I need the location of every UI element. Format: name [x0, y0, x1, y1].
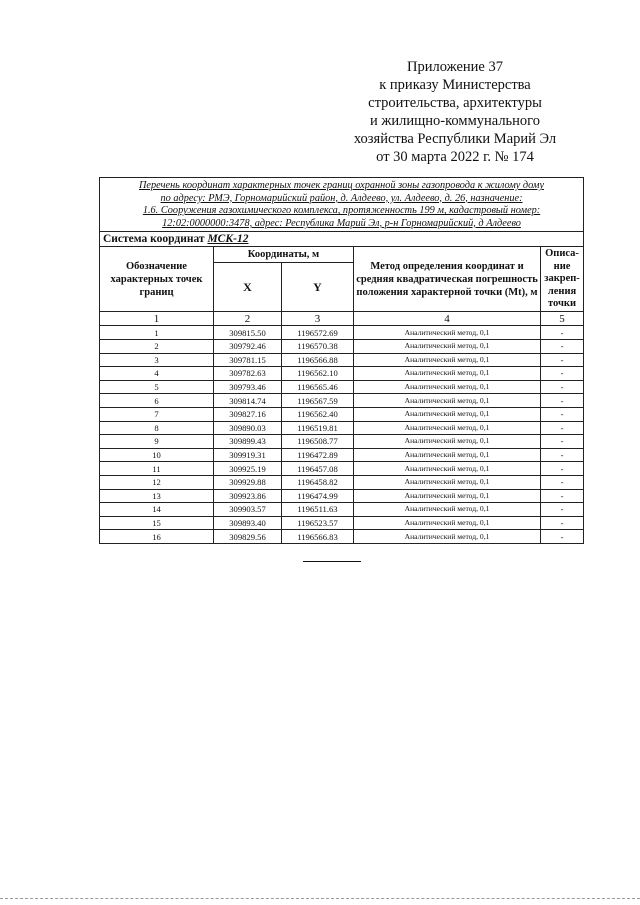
- description-cell: -: [541, 530, 584, 544]
- appendix-header: [330, 58, 580, 166]
- table-row: [100, 339, 584, 353]
- point-number-cell: 10: [100, 448, 214, 462]
- method-cell: Аналитический метод, 0,1: [354, 462, 541, 476]
- header-coordinates: Координаты, м: [214, 247, 354, 263]
- method-cell: Аналитический метод, 0,1: [354, 489, 541, 503]
- appendix-line: хозяйства Республики Марий Эл: [353, 131, 557, 147]
- method-cell: Аналитический метод, 0,1: [354, 530, 541, 544]
- x-coordinate-cell: 309893.40: [214, 516, 282, 530]
- y-coordinate-cell: 1196570.38: [282, 339, 354, 353]
- header-y: Y: [282, 263, 354, 312]
- description-cell: -: [541, 503, 584, 517]
- description-cell: -: [541, 367, 584, 381]
- x-coordinate-cell: 309827.16: [214, 407, 282, 421]
- table-row: [100, 462, 584, 476]
- x-coordinate-cell: 309793.46: [214, 380, 282, 394]
- x-coordinate-cell: 309899.43: [214, 435, 282, 449]
- coordinates-table: [99, 177, 584, 544]
- x-coordinate-cell: 309925.19: [214, 462, 282, 476]
- table-row: [100, 503, 584, 517]
- description-cell: -: [541, 448, 584, 462]
- y-coordinate-cell: 1196472.89: [282, 448, 354, 462]
- x-coordinate-cell: 309919.31: [214, 448, 282, 462]
- appendix-line: строительства, архитектуры: [368, 95, 542, 111]
- point-number-cell: 15: [100, 516, 214, 530]
- table-row: [100, 489, 584, 503]
- table-row: [100, 394, 584, 408]
- table-row: [100, 421, 584, 435]
- method-cell: Аналитический метод, 0,1: [354, 339, 541, 353]
- x-coordinate-cell: 309814.74: [214, 394, 282, 408]
- table-row: [100, 367, 584, 381]
- table-body: [100, 326, 584, 544]
- column-number: 3: [282, 312, 354, 326]
- y-coordinate-cell: 1196566.88: [282, 353, 354, 367]
- point-number-cell: 4: [100, 367, 214, 381]
- header-method: Метод определения координат и средняя квадратическая погрешность положения характерной точки (Mt), м: [354, 247, 541, 312]
- point-number-cell: 7: [100, 407, 214, 421]
- description-cell: -: [541, 489, 584, 503]
- description-cell: -: [541, 339, 584, 353]
- scan-edge-line: [0, 898, 640, 899]
- table-row: [100, 353, 584, 367]
- column-number: 4: [354, 312, 541, 326]
- point-number-cell: 9: [100, 435, 214, 449]
- y-coordinate-cell: 1196572.69: [282, 326, 354, 340]
- column-number: 2: [214, 312, 282, 326]
- description-cell: -: [541, 407, 584, 421]
- description-cell: -: [541, 462, 584, 476]
- y-coordinate-cell: 1196474.99: [282, 489, 354, 503]
- y-coordinate-cell: 1196519.81: [282, 421, 354, 435]
- method-cell: Аналитический метод, 0,1: [354, 421, 541, 435]
- appendix-line: к приказу Министерства: [379, 77, 531, 93]
- point-number-cell: 12: [100, 475, 214, 489]
- method-cell: Аналитический метод, 0,1: [354, 407, 541, 421]
- y-coordinate-cell: 1196458.82: [282, 475, 354, 489]
- table-row: [100, 475, 584, 489]
- method-cell: Аналитический метод, 0,1: [354, 503, 541, 517]
- point-number-cell: 1: [100, 326, 214, 340]
- x-coordinate-cell: 309782.63: [214, 367, 282, 381]
- method-cell: Аналитический метод, 0,1: [354, 353, 541, 367]
- caption-line: 12:02:0000000:3478, адрес: Республика Марий Эл, р-н Горномарийский, д Алдеево: [162, 217, 521, 229]
- x-coordinate-cell: 309929.88: [214, 475, 282, 489]
- description-cell: -: [541, 353, 584, 367]
- description-cell: -: [541, 421, 584, 435]
- table-row: [100, 448, 584, 462]
- x-coordinate-cell: 309903.57: [214, 503, 282, 517]
- method-cell: Аналитический метод, 0,1: [354, 448, 541, 462]
- y-coordinate-cell: 1196567.59: [282, 394, 354, 408]
- description-cell: -: [541, 326, 584, 340]
- description-cell: -: [541, 435, 584, 449]
- x-coordinate-cell: 309829.56: [214, 530, 282, 544]
- appendix-line: от 30 марта 2022 г. № 174: [376, 149, 534, 165]
- y-coordinate-cell: 1196562.10: [282, 367, 354, 381]
- method-cell: Аналитический метод, 0,1: [354, 435, 541, 449]
- description-cell: -: [541, 394, 584, 408]
- description-cell: -: [541, 516, 584, 530]
- method-cell: Аналитический метод, 0,1: [354, 394, 541, 408]
- coordinate-system-value: МСК-12: [207, 233, 249, 246]
- x-coordinate-cell: 309792.46: [214, 339, 282, 353]
- caption-line: 1.6. Сооружения газохимического комплекса, протяженность 199 м, кадастровый номер:: [142, 205, 541, 217]
- caption-line: Перечень координат характерных точек границ охранной зоны газопровода к жилому дому: [139, 180, 545, 191]
- description-cell: -: [541, 475, 584, 489]
- point-number-cell: 5: [100, 380, 214, 394]
- column-number: 5: [541, 312, 584, 326]
- method-cell: Аналитический метод, 0,1: [354, 380, 541, 394]
- table-row: [100, 530, 584, 544]
- method-cell: Аналитический метод, 0,1: [354, 326, 541, 340]
- y-coordinate-cell: 1196565.46: [282, 380, 354, 394]
- appendix-line: и жилищно-коммунального: [369, 113, 541, 129]
- caption-line: по адресу: РМЭ, Горномарийский район, д. Алдеево, ул. Алдеево, д. 26, назначение:: [160, 192, 523, 204]
- point-number-cell: 13: [100, 489, 214, 503]
- table-row: [100, 435, 584, 449]
- y-coordinate-cell: 1196511.63: [282, 503, 354, 517]
- point-number-cell: 8: [100, 421, 214, 435]
- point-number-cell: 2: [100, 339, 214, 353]
- point-number-cell: 6: [100, 394, 214, 408]
- coordinate-system-label: Система координат: [103, 233, 205, 246]
- point-number-cell: 16: [100, 530, 214, 544]
- x-coordinate-cell: 309923.86: [214, 489, 282, 503]
- x-coordinate-cell: 309781.15: [214, 353, 282, 367]
- y-coordinate-cell: 1196508.77: [282, 435, 354, 449]
- y-coordinate-cell: 1196523.57: [282, 516, 354, 530]
- description-cell: -: [541, 380, 584, 394]
- point-number-cell: 14: [100, 503, 214, 517]
- header-description: Описа-ние закреп-ления точки: [541, 247, 584, 312]
- table-row: [100, 380, 584, 394]
- x-coordinate-cell: 309890.03: [214, 421, 282, 435]
- y-coordinate-cell: 1196562.40: [282, 407, 354, 421]
- column-number: 1: [100, 312, 214, 326]
- table-row: [100, 407, 584, 421]
- method-cell: Аналитический метод, 0,1: [354, 475, 541, 489]
- header-point: Обозначение характерных точек границ: [100, 247, 214, 312]
- separator-line: [303, 561, 361, 562]
- y-coordinate-cell: 1196457.08: [282, 462, 354, 476]
- appendix-line: Приложение 37: [407, 59, 503, 75]
- column-number-row: [100, 312, 584, 326]
- header-x: X: [214, 263, 282, 312]
- y-coordinate-cell: 1196566.83: [282, 530, 354, 544]
- x-coordinate-cell: 309815.50: [214, 326, 282, 340]
- point-number-cell: 11: [100, 462, 214, 476]
- method-cell: Аналитический метод, 0,1: [354, 516, 541, 530]
- table-caption: [100, 178, 584, 232]
- table-row: [100, 326, 584, 340]
- table-row: [100, 516, 584, 530]
- method-cell: Аналитический метод, 0,1: [354, 367, 541, 381]
- coordinate-system: [100, 232, 584, 247]
- point-number-cell: 3: [100, 353, 214, 367]
